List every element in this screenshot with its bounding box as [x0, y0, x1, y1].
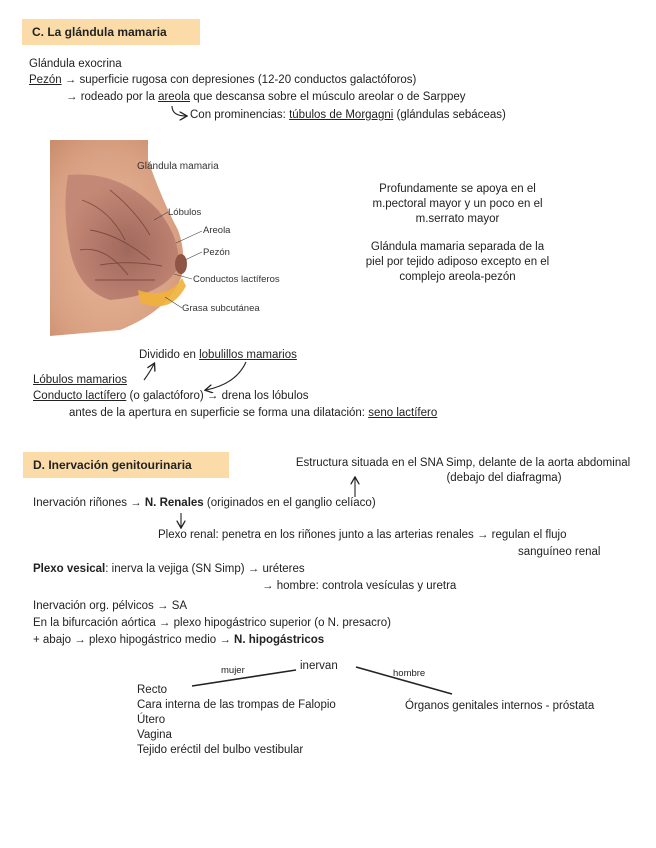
areola-line	[66, 91, 466, 103]
dividido-pre: Dividido en	[139, 349, 200, 361]
hipogastrico-line	[33, 634, 324, 646]
label-lobulos: Lóbulos	[168, 207, 202, 218]
mujer-item: Útero	[137, 714, 166, 726]
hipogastrico-pre: + abajo → plexo hipogástrico medio →	[33, 634, 235, 646]
lobulos-mamarios	[33, 374, 127, 386]
mujer-label: mujer	[221, 665, 245, 676]
pezon-desc: → superficie rugosa con depresiones (12-20 conductos galactóforos)	[61, 74, 417, 86]
plexo-vesical-term: Plexo vesical	[33, 563, 106, 575]
inervan-label: inervan	[300, 660, 338, 672]
areola-term: areola	[158, 91, 191, 103]
seno-term: seno lactífero	[368, 407, 438, 419]
vesical-desc: : inerva la vejiga (SN Simp) → uréteres	[105, 563, 305, 575]
renales-line	[33, 497, 376, 509]
mujer-item: Cara interna de las trompas de Falopio	[137, 699, 336, 711]
note-pectoral	[350, 182, 565, 227]
section-d-heading: D. Inervación genitourinaria	[23, 452, 229, 478]
glandula-exocrina: Glándula exocrina	[29, 58, 122, 70]
conducto-desc: (o galactóforo) → drena los lóbulos	[126, 390, 309, 402]
morgagni-term: túbulos de Morgagni	[289, 109, 394, 121]
pelvicos-line: Inervación org. pélvicos → SA	[33, 600, 188, 612]
sna-note	[270, 456, 656, 486]
pezon-line	[29, 74, 416, 86]
vesical-line	[33, 563, 305, 575]
mujer-item: Recto	[137, 684, 168, 696]
bifurcacion-line: En la bifurcación aórtica → plexo hipogástrico superior (o N. presacro)	[33, 617, 391, 629]
figure-title: Glándula mamaria	[137, 161, 219, 172]
n-renales-term: N. Renales	[144, 497, 204, 509]
section-c-heading: C. La glándula mamaria	[22, 19, 200, 45]
note2-line3: complejo areola-pezón	[399, 271, 516, 283]
prominencias-post: (glándulas sebáceas)	[393, 109, 506, 121]
mammary-gland-figure	[50, 140, 300, 336]
pezon-term: Pezón	[29, 74, 62, 86]
plexo-renal-line2: sanguíneo renal	[518, 546, 601, 558]
mujer-item: Vagina	[137, 729, 172, 741]
sna-line2: (debajo del diafragma)	[446, 472, 562, 484]
curve-arrow-conducto	[206, 362, 246, 390]
seno-pre: antes de la apertura en superficie se forma una dilatación:	[69, 407, 369, 419]
note1-line3: m.serrato mayor	[415, 213, 500, 225]
label-areola: Areola	[203, 225, 231, 236]
label-conductos: Conductos lactíferos	[193, 274, 280, 285]
vesical-line2: → hombre: controla vesículas y uretra	[262, 580, 457, 592]
lobulillos-term: lobulillos mamarios	[199, 349, 297, 361]
hombre-item: Órganos genitales internos - próstata	[405, 700, 595, 712]
prominencias-pre: Con prominencias:	[190, 109, 290, 121]
areola-post: que descansa sobre el músculo areolar o de Sarppey	[190, 91, 466, 103]
renales-post: (originados en el ganglio celíaco)	[203, 497, 376, 509]
sna-line1: Estructura situada en el SNA Simp, delante de la aorta abdominal	[295, 457, 631, 469]
label-grasa: Grasa subcutánea	[182, 303, 260, 314]
mujer-list	[137, 683, 336, 758]
note-adiposo	[350, 240, 565, 285]
areola-pre: → rodeado por la	[66, 91, 159, 103]
note2-line1: Glándula mamaria separada de la	[370, 241, 545, 253]
n-hipogastricos-term: N. hipogástricos	[234, 634, 325, 646]
note2-line2: piel por tejido adiposo excepto en el	[365, 256, 550, 268]
conducto-line	[33, 390, 309, 402]
label-pezon: Pezón	[203, 247, 230, 258]
note1-line2: m.pectoral mayor y un poco en el	[372, 198, 543, 210]
renales-pre: Inervación riñones →	[33, 497, 145, 509]
note1-line1: Profundamente se apoya en el	[379, 183, 536, 195]
curve-arrow-lobulos	[144, 364, 154, 380]
mujer-item: Tejido eréctil del bulbo vestibular	[137, 744, 304, 756]
conducto-term: Conducto lactífero	[33, 390, 127, 402]
plexo-renal-line1: Plexo renal: penetra en los riñones junto a las arterias renales → regulan el flujo	[158, 529, 567, 541]
seno-line	[69, 407, 437, 419]
dividido-line	[139, 349, 297, 361]
prominencias-line	[190, 109, 506, 121]
lobulos-mamarios-term: Lóbulos mamarios	[33, 374, 127, 386]
hombre-label: hombre	[393, 668, 426, 679]
hook-arrow	[172, 106, 186, 116]
